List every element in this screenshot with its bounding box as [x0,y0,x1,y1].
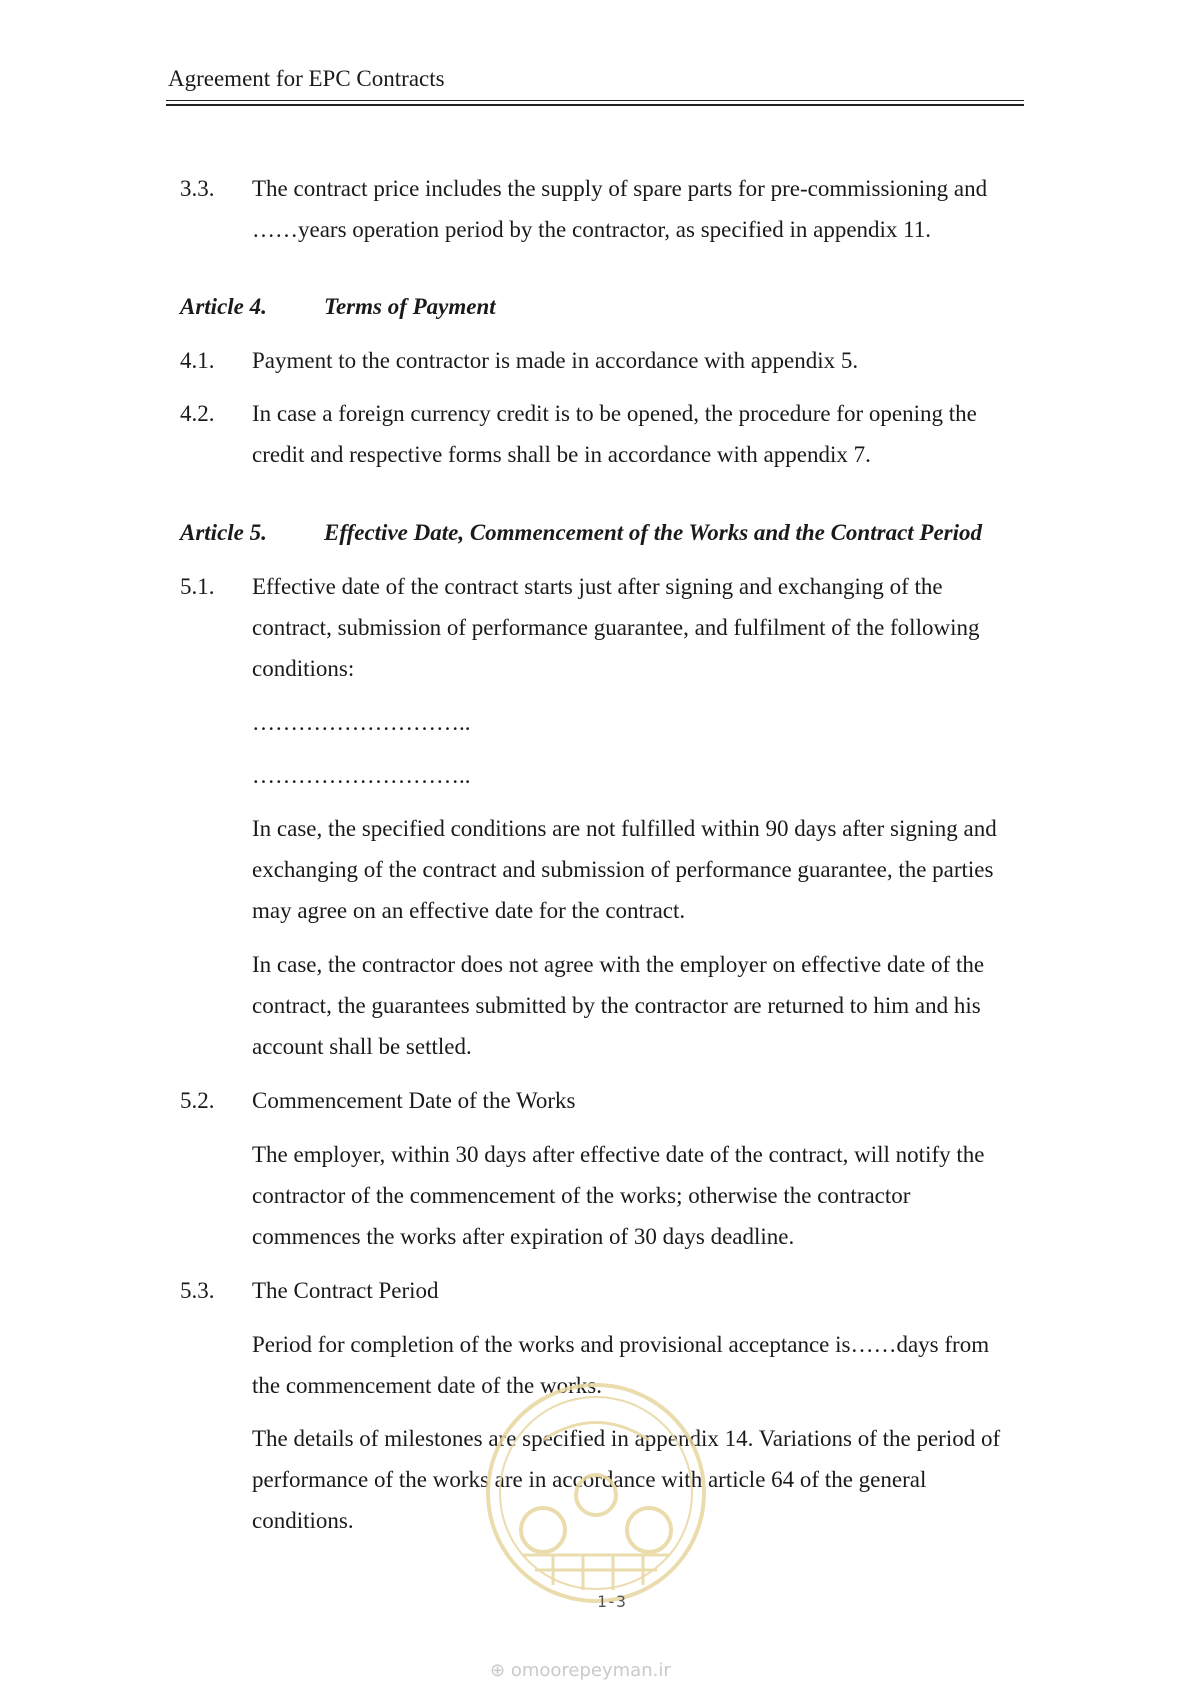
header-title: Agreement for EPC Contracts [168,66,445,91]
clause-text: may agree on an effective date for the contract. [252,898,686,923]
article-title: Effective Date, Commencement of the Works and the Contract Period [324,520,983,545]
placeholder-dots: ……………………….. [252,763,471,788]
clause-text: In case, the specified conditions are not fulfilled within 90 days after signing and [252,816,997,841]
clause-number: 5.3. [180,1278,215,1303]
clause-text: Effective date of the contract starts just after signing and exchanging of the [252,574,943,599]
header-rule-thin [166,100,1024,101]
gear-seal-stamp-icon [483,1380,709,1606]
clause-number: 4.2. [180,401,215,426]
clause-text: Payment to the contractor is made in accordance with appendix 5. [252,348,859,373]
article-title: Terms of Payment [324,294,496,319]
clause-text: contractor of the commencement of the works; otherwise the contractor [252,1183,911,1208]
clause-text: contract, submission of performance guarantee, and fulfilment of the following [252,615,980,640]
clause-heading: Commencement Date of the Works [252,1088,576,1113]
clause-text: account shall be settled. [252,1034,472,1059]
clause-text: credit and respective forms shall be in accordance with appendix 7. [252,442,871,467]
clause-text: In case a foreign currency credit is to be opened, the procedure for opening the [252,401,977,426]
article-number: Article 5. [180,520,267,545]
clause-text: conditions. [252,1508,354,1533]
article-number: Article 4. [180,294,267,319]
header-rule-thick [166,104,1024,106]
clause-text: The contract price includes the supply of spare parts for pre-commissioning and [252,176,988,201]
clause-text: Period for completion of the works and provisional acceptance is……days from [252,1332,990,1357]
placeholder-dots: ……………………….. [252,710,471,735]
clause-number: 5.1. [180,574,215,599]
clause-text: exchanging of the contract and submission of performance guarantee, the parties [252,857,994,882]
clause-text: conditions: [252,656,355,681]
clause-heading: The Contract Period [252,1278,439,1303]
clause-text: contract, the guarantees submitted by the contractor are returned to him and his [252,993,981,1018]
clause-number: 3.3. [180,176,215,201]
clause-text: ……years operation period by the contractor, as specified in appendix 11. [252,217,932,242]
clause-text: In case, the contractor does not agree with the employer on effective date of the [252,952,985,977]
watermark-url: omoorepeyman.ir [510,1660,671,1681]
globe-icon: ⊕ [490,1660,506,1681]
clause-text: commences the works after expiration of 30 days deadline. [252,1224,795,1249]
clause-text: the commencement date of the works. [252,1373,602,1398]
page-number: 1-3 [597,1592,626,1611]
clause-number: 4.1. [180,348,215,373]
clause-text: performance of the works are in accordance with article 64 of the general [252,1467,927,1492]
watermark-text [490,1660,671,1681]
clause-text: The employer, within 30 days after effective date of the contract, will notify the [252,1142,985,1167]
clause-number: 5.2. [180,1088,215,1113]
clause-text: The details of milestones are specified in appendix 14. Variations of the period of [252,1426,1001,1451]
